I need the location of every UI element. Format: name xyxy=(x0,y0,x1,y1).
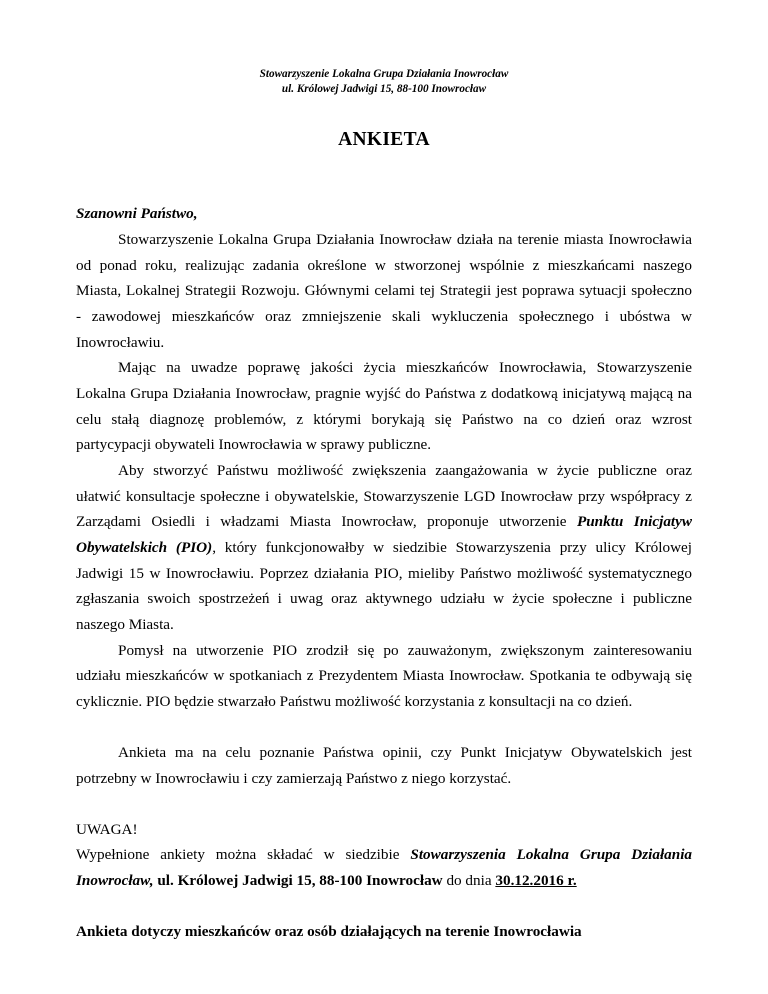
survey-audience-note: Ankieta dotyczy mieszkańców oraz osób działających na terenie Inowrocławia xyxy=(76,923,582,940)
notice-address: ul. Królowej Jadwigi 15, 88-100 Inowrocław xyxy=(157,872,443,889)
paragraph-5-line: Ankieta ma na celu poznanie Państwa opinii, czy Punkt Inicjatyw Obywatelskich jest xyxy=(118,744,692,761)
paragraph-1-line: Miasta, Lokalnej Strategii Rozwoju. Głównymi celami tej Strategii jest poprawa sytuacji społeczno xyxy=(76,282,692,299)
paragraph-2-line: partycypacji obywateli Inowrocławia w sprawy publiczne. xyxy=(76,436,432,453)
page-title: ANKIETA xyxy=(338,129,430,150)
paragraph-3-text: Zarządami Osiedli i władzami Miasta Inowrocław, proponuje utworzenie xyxy=(76,513,567,530)
paragraph-4-line: udziału mieszkańców w spotkaniach z Prezydentem Miasta Inowrocław. Spotkania te odbywają się xyxy=(76,667,692,684)
paragraph-2-line: Lokalna Grupa Działania Inowrocław, pragnie wyjść do Państwa z dodatkową inicjatywą mającą na xyxy=(76,385,692,402)
notice-heading: UWAGA! xyxy=(76,821,138,838)
paragraph-3-line: zgłaszania swoich spostrzeżeń i uwag oraz aktywnego udziału w życie społeczne i publiczne xyxy=(76,590,692,607)
paragraph-3-line: naszego Miasta. xyxy=(76,616,174,633)
header-organization: Stowarzyszenie Lokalna Grupa Działania Inowrocław xyxy=(259,68,509,80)
paragraph-4-line: cyklicznie. PIO będzie stwarzało Państwu możliwość korzystania z konsultacji na co dzień. xyxy=(76,693,633,710)
notice-org-name: Stowarzyszenia Lokalna Grupa Działania xyxy=(410,846,693,863)
notice-org-city: Inowrocław, xyxy=(76,872,154,889)
paragraph-3-line xyxy=(76,538,692,558)
paragraph-1-line: Stowarzyszenie Lokalna Grupa Działania Inowrocław działa na terenie miasta Inowrocławia xyxy=(118,231,692,248)
notice-text: Wypełnione ankiety można składać w siedzibie xyxy=(76,846,400,863)
notice-line xyxy=(76,871,692,891)
notice-deadline-date: 30.12.2016 r. xyxy=(495,872,577,889)
paragraph-1-line: - zawodowej mieszkańców oraz zmniejszenie skali wykluczenia społecznego i ubóstwa w xyxy=(76,308,692,325)
paragraph-2-line: Mając na uwadze poprawę jakości życia mieszkańców Inowrocławia, Stowarzyszenie xyxy=(118,359,692,376)
header-address: ul. Królowej Jadwigi 15, 88-100 Inowrocław xyxy=(281,83,487,95)
notice-deadline-label: do dnia xyxy=(446,872,492,889)
paragraph-2-line: celu stałą diagnozę problemów, z którymi borykają się Państwo na co dzień oraz wzrost xyxy=(76,411,692,428)
pio-name-part-1: Punktu Inicjatyw xyxy=(576,513,692,530)
paragraph-1-line: od ponad roku, realizując zadania określone w stworzonej wspólnie z mieszkańcami naszego xyxy=(76,257,692,274)
paragraph-3-line: Jadwigi 15 w Inowrocławiu. Poprzez działania PIO, mieliby Państwo możliwość systematycznego xyxy=(76,565,692,582)
paragraph-1-line: Inowrocławiu. xyxy=(76,334,165,351)
paragraph-5-line: potrzebny w Inowrocławiu i czy zamierzają Państwo z niego korzystać. xyxy=(76,770,512,787)
paragraph-3-line xyxy=(76,512,692,532)
greeting: Szanowni Państwo, xyxy=(76,205,198,222)
paragraph-4-line: Pomysł na utworzenie PIO zrodził się po zauważonym, zwiększonym zainteresowaniu xyxy=(118,642,692,659)
paragraph-3-line: ułatwić konsultacje społeczne i obywatelskie, Stowarzyszenie LGD Inowrocław przy współpracy z xyxy=(76,488,692,505)
notice-line xyxy=(76,845,692,865)
pio-name-part-2: Obywatelskich (PIO) xyxy=(76,539,213,556)
paragraph-3-line: Aby stworzyć Państwu możliwość zwiększenia zaangażowania w życie publiczne oraz xyxy=(118,462,692,479)
paragraph-3-text: , który funkcjonowałby w siedzibie Stowarzyszenia przy ulicy Królowej xyxy=(212,539,693,556)
